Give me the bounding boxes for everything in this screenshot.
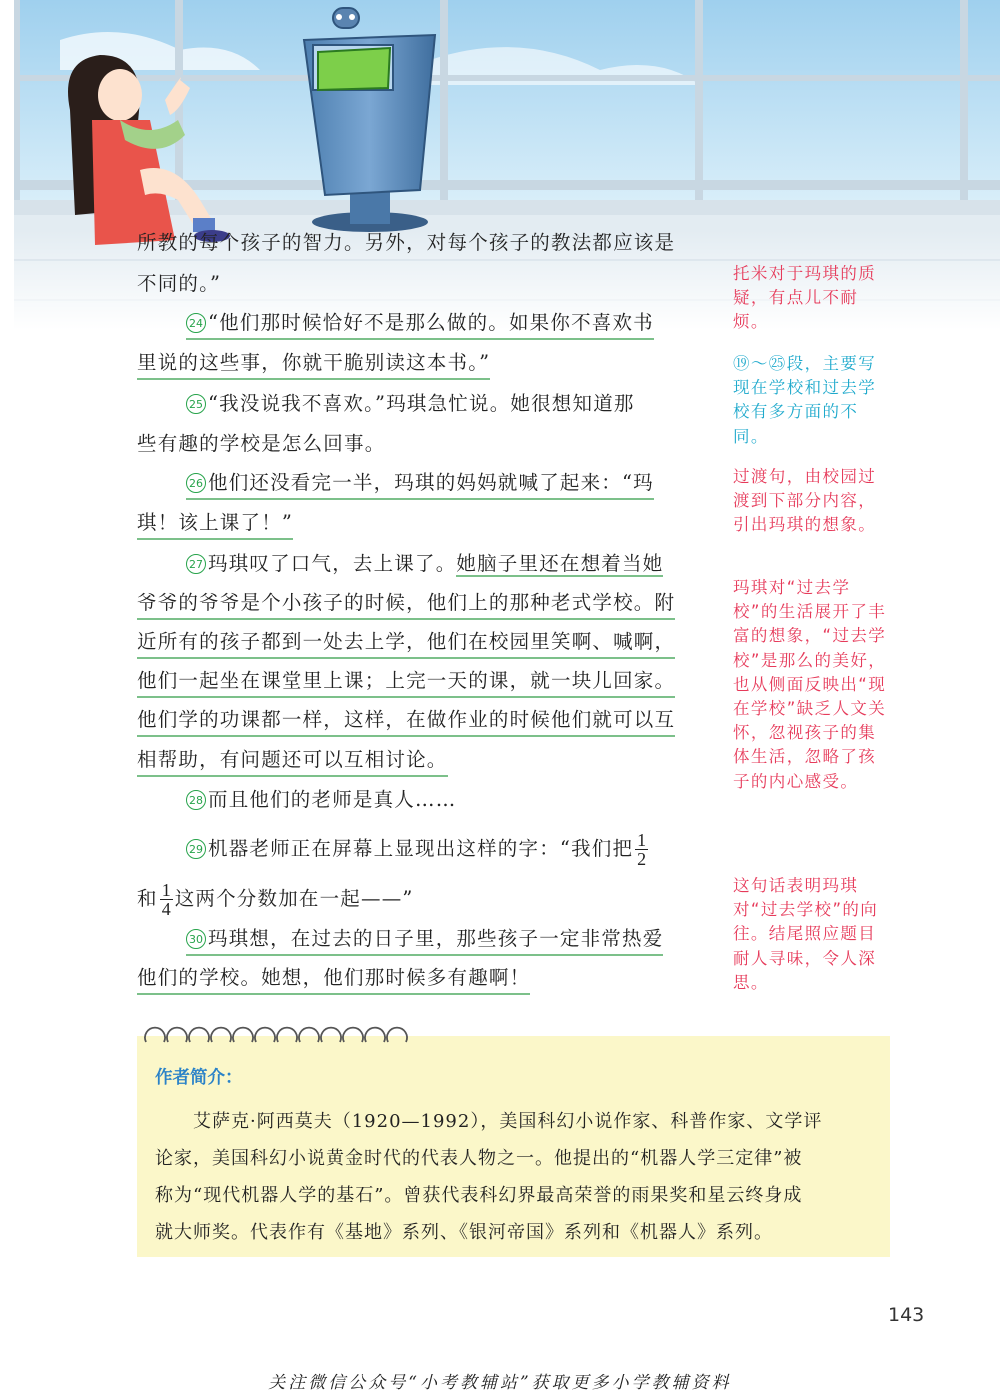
text-line: 她脑子里还在想着当她 [456, 552, 664, 575]
footer-note: 关注微信公众号“小考教辅站”获取更多小学教辅资料 [268, 1373, 732, 1393]
text-line: 玛琪叹了口气，去上课了。 [208, 552, 457, 575]
paragraph-number: 26 [186, 473, 206, 493]
paragraph-number: 30 [186, 929, 206, 949]
text-line: 爷爷的爷爷是个小孩子的时候，他们上的那种老式学校。附 [137, 589, 675, 620]
text-line: 他们还没看完一半，玛琪的妈妈就喊了起来：“玛 [208, 471, 654, 494]
text-line: “他们那时候恰好不是那么做的。如果你不喜欢书 [208, 311, 654, 334]
text-line: 而且他们的老师是真人…… [208, 788, 457, 811]
paragraph-number: 28 [186, 790, 206, 810]
paragraph-27 [186, 550, 663, 578]
text-line: 琪！该上课了！” [137, 509, 293, 540]
paragraph-29 [186, 831, 650, 868]
text-line: 近所有的孩子都到一处去上学，他们在校园里笑啊、喊啊， [137, 628, 675, 659]
binder-rings-decoration [143, 1022, 418, 1050]
text-line: 和 $\frac{1}{4}$ 这两个分数加在一起——” [137, 880, 414, 919]
text-line: 他们的学校。她想，他们那时候多有趣啊！ [137, 964, 530, 995]
paragraph-number: 29 [186, 839, 206, 859]
text-line: 不同的。” [137, 272, 222, 295]
fraction-one-half: $\frac{1}{2}$ [637, 830, 647, 869]
author-intro-line: 称为“现代机器人学的基石”。曾获代表科幻界最高荣誉的雨果奖和星云终身成 [155, 1185, 803, 1206]
paragraph-26 [186, 469, 654, 500]
paragraph-24 [186, 309, 654, 340]
author-intro-line: 论家，美国科幻小说黄金时代的代表人物之一。他提出的“机器人学三定律”被 [155, 1148, 803, 1169]
text-line: 所教的每个孩子的智力。另外，对每个孩子的教法都应该是 [137, 231, 676, 254]
paragraph-28 [186, 786, 456, 814]
text-line: 里说的这些事，你就干脆别读这本书。” [137, 349, 490, 380]
fraction-one-quarter: $\frac{1}{4}$ [161, 880, 171, 919]
author-intro-line: 艾萨克·阿西莫夫（1920—1992），美国科幻小说作家、科普作家、文学评 [155, 1111, 823, 1132]
text-line: 相帮助，有问题还可以互相讨论。 [137, 746, 448, 777]
paragraph-number: 24 [186, 313, 206, 333]
page-number: 143 [888, 1304, 925, 1326]
margin-note: 这句话表明玛琪对“过去学校”的向往。结尾照应题目耐人寻味，令人深思。 [733, 876, 879, 992]
text-line: 些有趣的学校是怎么回事。 [137, 432, 386, 455]
margin-note: ⑲～㉕段，主要写现在学校和过去学校有多方面的不同。 [733, 354, 877, 446]
text-line: 他们一起坐在课堂里上课；上完一天的课，就一块儿回家。 [137, 667, 675, 698]
paragraph-30 [186, 925, 663, 956]
margin-note: 过渡句，由校园过渡到下部分内容，引出玛琪的想象。 [733, 467, 877, 535]
margin-note: 玛琪对“过去学校”的生活展开了丰富的想象，“过去学校”是那么的美好，也从侧面反映出“现在学校”缺乏人文关怀，忽视孩子的集体生活，忽略了孩子的内心感受。 [733, 578, 887, 791]
paragraph-number: 25 [186, 394, 206, 414]
text-line: 他们学的功课都一样，这样，在做作业的时候他们就可以互 [137, 706, 675, 737]
text-line: 机器老师正在屏幕上显现出这样的字：“我们把 [208, 837, 634, 860]
text-line: “我没说我不喜欢。”玛琪急忙说。她很想知道那 [208, 392, 635, 415]
text-line: 玛琪想，在过去的日子里，那些孩子一定非常热爱 [208, 927, 664, 950]
paragraph-number: 27 [186, 554, 206, 574]
author-intro-box [137, 1036, 890, 1257]
margin-note: 托米对于玛琪的质疑，有点儿不耐烦。 [733, 264, 877, 332]
author-intro-title: 作者简介： [155, 1068, 243, 1088]
author-intro-line: 就大师奖。代表作有《基地》系列、《银河帝国》系列和《机器人》系列。 [155, 1222, 773, 1243]
paragraph-25 [186, 390, 635, 418]
